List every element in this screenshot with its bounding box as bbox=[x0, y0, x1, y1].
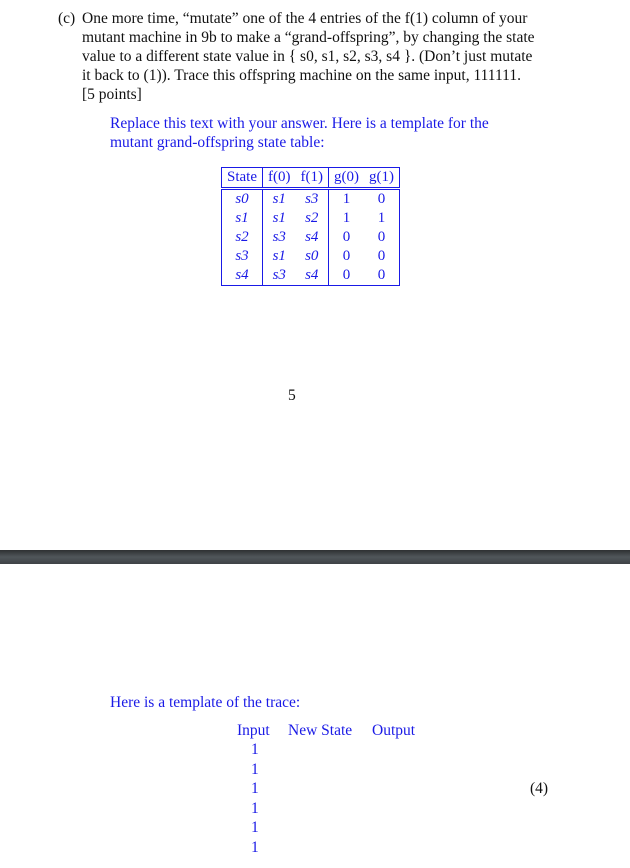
f0-cell: s1 bbox=[263, 189, 296, 210]
trace-header-input: Input bbox=[237, 722, 270, 739]
g0-cell: 0 bbox=[329, 247, 365, 266]
table-row bbox=[222, 189, 400, 210]
question-points: [5 points] bbox=[82, 86, 142, 103]
page-gap bbox=[0, 550, 630, 564]
f1-cell: s4 bbox=[305, 267, 319, 283]
table-row bbox=[222, 228, 400, 247]
answer-line-2: mutant grand-offspring state table: bbox=[110, 134, 325, 151]
f1-cell: s3 bbox=[305, 191, 319, 207]
trace-input: 1 bbox=[251, 741, 259, 758]
trace-input: 1 bbox=[251, 780, 259, 797]
g1-cell: 0 bbox=[377, 248, 386, 264]
trace-header-output: Output bbox=[372, 722, 416, 739]
g1-cell: 0 bbox=[377, 229, 386, 245]
header-f0: f(0) bbox=[263, 168, 296, 189]
g1-cell: 0 bbox=[377, 191, 386, 207]
g0-cell: 0 bbox=[329, 228, 365, 247]
trace-input: 1 bbox=[251, 819, 259, 836]
header-state: State bbox=[222, 168, 263, 189]
f0-cell: s3 bbox=[263, 228, 296, 247]
question-line-3: value to a different state value in { s0, s1, s2, s3, s4 }. (Don’t just mutate bbox=[82, 48, 533, 65]
page-number: 5 bbox=[288, 387, 296, 404]
f0-cell: s3 bbox=[263, 266, 296, 286]
g0-cell: 0 bbox=[329, 266, 365, 286]
state-cell: s1 bbox=[235, 210, 249, 226]
answer-line-1: Replace this text with your answer. Here is a template for the bbox=[110, 115, 489, 132]
table-row bbox=[222, 266, 400, 286]
f0-cell: s1 bbox=[263, 247, 296, 266]
header-g1: g(1) bbox=[364, 168, 400, 189]
f0-cell: s1 bbox=[263, 209, 296, 228]
header-f1: f(1) bbox=[296, 168, 329, 189]
state-cell: s0 bbox=[235, 191, 249, 207]
trace-input: 1 bbox=[251, 838, 259, 856]
g1-cell: 1 bbox=[377, 210, 386, 226]
trace-input: 1 bbox=[251, 760, 259, 778]
state-cell: s4 bbox=[235, 267, 249, 283]
state-cell: s3 bbox=[235, 248, 249, 264]
state-table bbox=[221, 167, 400, 286]
f1-cell: s4 bbox=[305, 229, 319, 245]
trace-input: 1 bbox=[251, 799, 259, 817]
g0-cell: 1 bbox=[329, 209, 365, 228]
header-g0: g(0) bbox=[329, 168, 365, 189]
equation-number: (4) bbox=[530, 780, 549, 797]
state-cell: s2 bbox=[235, 229, 249, 245]
trace-inputs bbox=[251, 740, 259, 857]
question-line-1: One more time, “mutate” one of the 4 entries of the f(1) column of your bbox=[82, 10, 528, 27]
table-row bbox=[222, 247, 400, 266]
f1-cell: s0 bbox=[305, 248, 319, 264]
table-row bbox=[222, 209, 400, 228]
g0-cell: 1 bbox=[329, 189, 365, 210]
f1-cell: s2 bbox=[305, 210, 319, 226]
trace-header-new-state: New State bbox=[288, 722, 353, 739]
trace-intro: Here is a template of the trace: bbox=[110, 694, 301, 711]
g1-cell: 0 bbox=[377, 267, 386, 283]
question-label: (c) bbox=[58, 10, 76, 27]
question-line-4: it back to (1)). Trace this offspring machine on the same input, 111111. bbox=[82, 67, 521, 84]
question-line-2: mutant machine in 9b to make a “grand-offspring”, by changing the state bbox=[82, 29, 535, 46]
